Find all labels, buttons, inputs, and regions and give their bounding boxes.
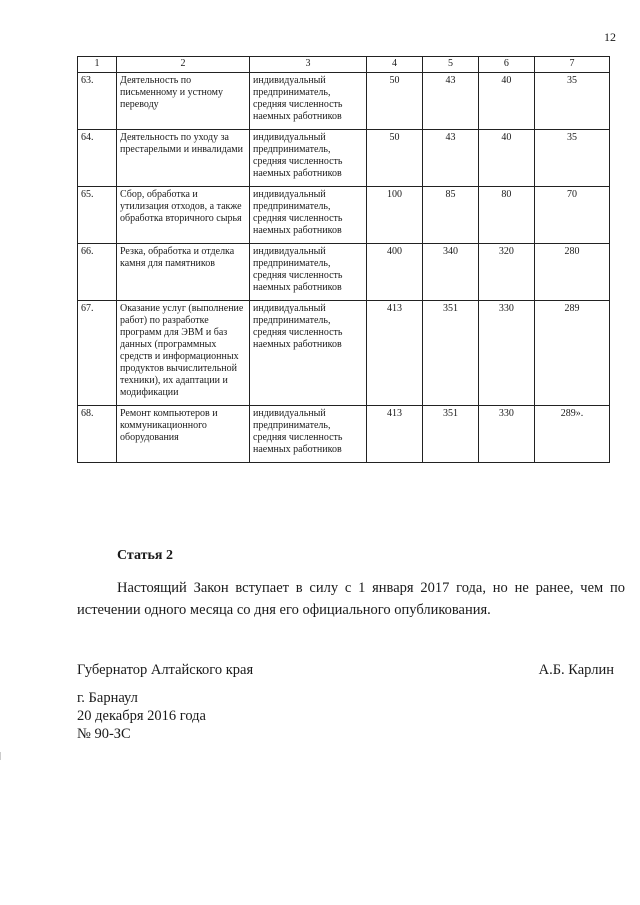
- value-col-5: 43: [422, 130, 478, 187]
- header-cell: 6: [478, 57, 534, 73]
- city: г. Барнаул: [77, 690, 138, 706]
- value-col-7: 280: [534, 244, 609, 301]
- page-number: 12: [604, 30, 616, 44]
- article-title: Статья 2: [117, 548, 173, 563]
- activity-name: Деятельность по уходу за престарелыми и инвалидами: [117, 130, 250, 187]
- row-number: 67.: [78, 301, 117, 406]
- table-row: [78, 73, 610, 130]
- row-number: 65.: [78, 187, 117, 244]
- header-cell: 2: [117, 57, 250, 73]
- table-row: [78, 187, 610, 244]
- activity-name: Деятельность по письменному и устному переводу: [117, 73, 250, 130]
- article-text: Настоящий Закон вступает в силу с 1 января 2017 года, но не ранее, чем по истечении одного месяца со дня его официального опубликования.: [77, 580, 625, 618]
- header-cell: 1: [78, 57, 117, 73]
- date: 20 декабря 2016 года: [77, 708, 206, 724]
- signature-block: [77, 662, 614, 679]
- taxpayer-category: индивидуальный предприниматель, средняя численность наемных работников: [250, 406, 367, 463]
- table-row: [78, 244, 610, 301]
- value-col-4: 413: [367, 301, 423, 406]
- table-row: [78, 406, 610, 463]
- value-col-7: 289».: [534, 406, 609, 463]
- table-row: [78, 301, 610, 406]
- row-number: 68.: [78, 406, 117, 463]
- tariff-table: [77, 56, 610, 463]
- value-col-4: 413: [367, 406, 423, 463]
- value-col-5: 351: [422, 301, 478, 406]
- value-col-7: 289: [534, 301, 609, 406]
- value-col-4: 50: [367, 73, 423, 130]
- row-number: 64.: [78, 130, 117, 187]
- activity-name: Ремонт компьютеров и коммуникационного оборудования: [117, 406, 250, 463]
- value-col-6: 330: [478, 406, 534, 463]
- value-col-6: 40: [478, 73, 534, 130]
- value-col-7: 35: [534, 73, 609, 130]
- scan-margin-mark: [0, 752, 1, 760]
- header-cell: 3: [250, 57, 367, 73]
- header-cell: 7: [534, 57, 609, 73]
- taxpayer-category: индивидуальный предприниматель, средняя численность наемных работников: [250, 187, 367, 244]
- table-row: [78, 130, 610, 187]
- value-col-4: 400: [367, 244, 423, 301]
- law-number: № 90-ЗС: [77, 726, 131, 742]
- value-col-5: 340: [422, 244, 478, 301]
- value-col-4: 50: [367, 130, 423, 187]
- taxpayer-category: индивидуальный предприниматель, средняя численность наемных работников: [250, 244, 367, 301]
- row-number: 66.: [78, 244, 117, 301]
- value-col-5: 43: [422, 73, 478, 130]
- signatory-position: Губернатор Алтайского края: [77, 662, 254, 678]
- taxpayer-category: индивидуальный предприниматель, средняя численность наемных работников: [250, 130, 367, 187]
- row-number: 63.: [78, 73, 117, 130]
- header-cell: 5: [422, 57, 478, 73]
- taxpayer-category: индивидуальный предприниматель, средняя численность наемных работников: [250, 301, 367, 406]
- value-col-6: 40: [478, 130, 534, 187]
- value-col-5: 351: [422, 406, 478, 463]
- taxpayer-category: индивидуальный предприниматель, средняя численность наемных работников: [250, 73, 367, 130]
- value-col-4: 100: [367, 187, 423, 244]
- activity-name: Сбор, обработка и утилизация отходов, а также обработка вторичного сырья: [117, 187, 250, 244]
- signatory-name: А.Б. Карлин: [538, 662, 614, 678]
- value-col-6: 80: [478, 187, 534, 244]
- value-col-7: 70: [534, 187, 609, 244]
- header-cell: 4: [367, 57, 423, 73]
- value-col-6: 320: [478, 244, 534, 301]
- value-col-6: 330: [478, 301, 534, 406]
- activity-name: Оказание услуг (выполнение работ) по разработке программ для ЭВМ и баз данных (программных средств и информационных продуктов вычислительной техники), их адаптации и модификации: [117, 301, 250, 406]
- activity-name: Резка, обработка и отделка камня для памятников: [117, 244, 250, 301]
- value-col-7: 35: [534, 130, 609, 187]
- document-footer: [77, 689, 206, 743]
- value-col-5: 85: [422, 187, 478, 244]
- table-header-row: [78, 57, 610, 73]
